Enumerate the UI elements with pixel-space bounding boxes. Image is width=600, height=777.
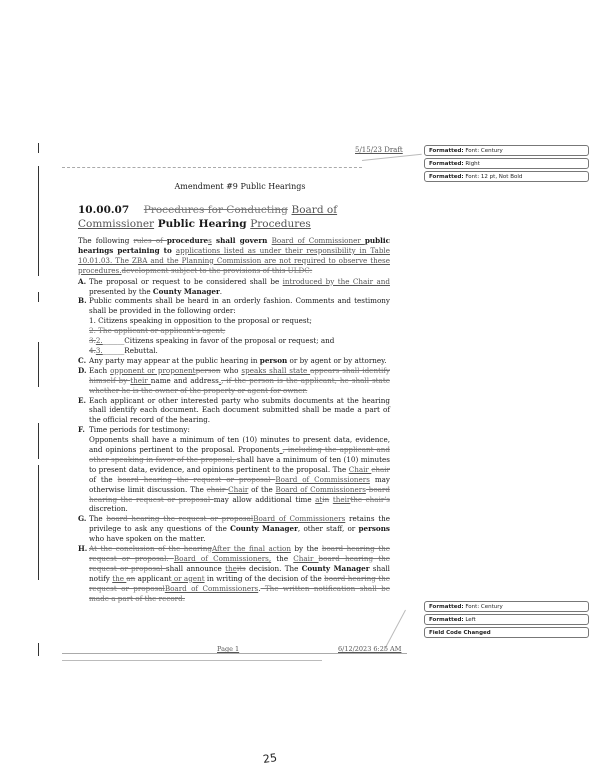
section-title: Public Hearing	[157, 218, 247, 230]
item-label: E.	[78, 395, 86, 405]
balloon-prefix: Formatted:	[429, 148, 464, 154]
text: The following	[78, 236, 134, 245]
section-number: 10.00.07	[78, 204, 130, 216]
text: Any party may appear at the public hearing in	[89, 355, 260, 365]
inserted-text: Board of Commissioner	[78, 204, 338, 230]
balloon-prefix: Formatted:	[429, 604, 464, 610]
inserted-text: .	[218, 375, 222, 385]
item-label: G.	[78, 514, 87, 524]
text: or by agent or by attorney.	[287, 355, 387, 365]
header-divider	[62, 167, 362, 168]
text: shall have a minimum of ten (10) minutes to present data, evidence, and opinions pertinent to the proposal. The	[89, 454, 390, 474]
text: may allow additional time	[213, 494, 316, 504]
text: may otherwise limit discussion. The	[89, 474, 390, 494]
bold-text: persons	[358, 524, 390, 534]
sub-item	[89, 346, 390, 356]
text: Each	[89, 365, 111, 375]
deleted-text: board hearing the request or proposal	[89, 573, 390, 593]
text: by the	[290, 544, 322, 554]
document-body	[78, 236, 390, 604]
item-label: A.	[78, 276, 87, 286]
text: discretion.	[89, 504, 128, 514]
bold-text: County Manager	[301, 563, 370, 573]
text: Opponents shall have a minimum of ten (10) minutes to present data, evidence, and opinions pertinent to the proposal. Proponents	[89, 435, 390, 455]
deleted-text: chair	[371, 464, 390, 474]
text: who have spoken on the matter.	[89, 534, 206, 544]
balloon-prefix: Formatted:	[429, 174, 464, 180]
comment-connector	[362, 154, 422, 161]
deleted-text: the chair's	[350, 494, 390, 504]
format-balloon[interactable]	[424, 601, 589, 612]
inserted-text: Chair	[228, 484, 249, 494]
list-item-g	[78, 514, 390, 544]
text: The proposal or request to be considered shall be	[89, 276, 283, 286]
inserted-text: Board of Commissioners	[253, 514, 346, 524]
list-item-d	[78, 366, 390, 396]
deleted-text: , if the person is the applicant, he shall state whether he is the owner of the property or agent for owner.	[89, 375, 390, 395]
inserted-text: their	[332, 494, 351, 504]
format-balloon[interactable]	[424, 145, 589, 156]
inserted-text: Board of Commissioners,	[173, 554, 272, 563]
text: who	[220, 365, 242, 375]
inserted-text: Chair	[293, 554, 319, 563]
balloon-text: Font: Century	[463, 148, 503, 154]
change-bar	[38, 423, 39, 459]
text: The	[89, 514, 107, 524]
format-balloon[interactable]	[424, 614, 589, 625]
balloon-text: Right	[463, 161, 480, 167]
text: public hearings pertaining to	[78, 236, 390, 255]
section-heading	[78, 203, 388, 231]
field-code-balloon[interactable]	[424, 627, 589, 638]
inserted-text: speaks shall state	[241, 365, 311, 375]
list-item-a	[78, 277, 390, 297]
inserted-text: introduced by the Chair and	[282, 276, 390, 286]
deleted-text: 4.	[89, 345, 96, 355]
comment-connector	[384, 610, 406, 650]
item-label: B.	[78, 296, 87, 306]
inserted-text: applications listed as under their responsibility in Table 10.01.03. The ZBA and the Planning Commission are not required to observe these procedures.	[78, 245, 390, 275]
inserted-text: or agent	[171, 573, 205, 583]
bold-text: person	[259, 355, 288, 365]
deleted-text: , including the applicant and other speaking in favor of the proposal,	[89, 445, 390, 464]
sub-item: 1. Citizens speaking in opposition to the proposal or request;	[89, 316, 312, 326]
amendment-title: Amendment #9 Public Hearings	[174, 182, 306, 191]
list-item-c	[78, 356, 390, 366]
inserted-text: opponent or proponent	[110, 365, 196, 375]
text: Public comments shall be heard in an orderly fashion. Comments and testimony shall be provided in the following order:	[89, 296, 390, 316]
deleted-text: board hearing the request or proposal	[89, 484, 390, 504]
text: Each applicant or other interested party who submits documents at the hearing shall identify each document. Each document submitted shall be made a part of the official record of the hearing.	[89, 395, 390, 425]
inserted-text: Board of Commissioner	[271, 236, 365, 245]
format-balloon[interactable]	[424, 171, 589, 182]
inserted-text: Board of Commissioners	[275, 484, 366, 494]
text: of the	[248, 484, 276, 494]
balloon-text: Left	[463, 617, 476, 623]
change-bar	[38, 643, 39, 656]
text: procedure	[166, 236, 209, 245]
inserted-text: Procedures	[250, 218, 311, 230]
inserted-text: 2.	[95, 336, 103, 346]
deleted-text: an	[126, 573, 136, 583]
list-item-f	[78, 425, 390, 514]
text: name and address	[150, 375, 219, 385]
list-item-e	[78, 396, 390, 426]
item-label: F.	[78, 425, 85, 435]
deleted-text: 3.	[89, 336, 96, 346]
deleted-text: board hearing the request or proposal	[89, 554, 391, 573]
text: Time periods for testimony:	[89, 425, 190, 435]
text: retains the privilege to ask any questions of the	[89, 514, 390, 534]
change-bar	[38, 342, 39, 387]
deleted-text: in	[322, 494, 330, 504]
balloon-prefix: Formatted:	[429, 617, 464, 623]
inserted-text: After the final action	[211, 544, 291, 554]
inserted-text: s	[208, 236, 212, 245]
balloon-prefix: Formatted:	[429, 161, 464, 167]
change-bar	[38, 465, 39, 580]
balloon-prefix: Field Code Changed	[429, 630, 491, 636]
deleted-text: chair	[206, 484, 229, 494]
item-label: H.	[78, 544, 88, 554]
text: .	[219, 286, 223, 296]
text: shall announce	[165, 563, 226, 573]
deleted-text: person	[195, 365, 221, 375]
text: in writing of the decision of the	[204, 573, 325, 583]
balloon-text: Font: Century	[463, 604, 503, 610]
text: decision. The	[245, 563, 302, 573]
deleted-text: board hearing the request or proposal	[106, 514, 254, 524]
inserted-text: Chair	[348, 464, 372, 474]
text: the	[271, 554, 294, 563]
deleted-sub-item: 2. The applicant or applicant's agent;	[89, 326, 226, 336]
deleted-text: its	[236, 563, 246, 573]
text: .	[258, 583, 261, 593]
footer-divider	[62, 660, 322, 661]
sub-item	[89, 336, 390, 346]
bold-text: County Manager	[152, 286, 220, 296]
inserted-text: their	[130, 375, 151, 385]
text: of the	[89, 474, 118, 484]
text: shall govern	[211, 236, 272, 245]
list-item-h	[78, 544, 390, 603]
change-bar	[38, 292, 39, 302]
footer-date: 6/12/2023 6:25 AM	[338, 645, 402, 653]
deleted-text: At the conclusion of the hearing	[89, 544, 212, 554]
deleted-text: rules of	[133, 236, 167, 245]
deleted-text: board hearing the request or proposal	[117, 474, 276, 484]
item-label: D.	[78, 365, 87, 375]
text: , other staff, or	[297, 524, 359, 534]
deleted-text: Procedures for Conducting	[143, 204, 288, 216]
text: ______Rebuttal.	[102, 345, 158, 355]
deleted-text: appears shall identify himself by	[89, 365, 390, 385]
text: applicant	[135, 573, 172, 583]
inserted-text: the	[225, 563, 237, 573]
change-bar	[38, 143, 39, 153]
intro-paragraph	[78, 236, 390, 276]
format-balloon[interactable]	[424, 158, 589, 169]
deleted-text: development subject to the provisions of this ULDC:	[121, 265, 313, 275]
inserted-text: at	[315, 494, 323, 504]
handwritten-page-mark: 25	[262, 751, 278, 766]
inserted-text: 3.	[95, 345, 103, 355]
balloon-text: Font: 12 pt, Not Bold	[463, 174, 523, 180]
header-draft-label: 5/15/23 Draft	[355, 146, 403, 154]
item-label: C.	[78, 355, 87, 365]
inserted-text: Board of Commissioners	[275, 474, 370, 484]
deleted-text: The written notification shall be made a part of the record.	[89, 583, 391, 603]
inserted-text: the	[112, 573, 127, 583]
bold-text: County Manager	[230, 524, 298, 534]
footer-page-number: Page 1	[217, 645, 240, 653]
inserted-text: Board of Commissioners	[164, 583, 259, 593]
text: shall notify	[89, 563, 390, 583]
footer-divider	[62, 653, 407, 654]
text: ______Citizens speaking in favor of the proposal or request; and	[102, 336, 335, 346]
list-item-b	[78, 296, 390, 355]
text: presented by the	[89, 286, 153, 296]
deleted-text: board hearing the request or proposal.	[89, 544, 391, 563]
